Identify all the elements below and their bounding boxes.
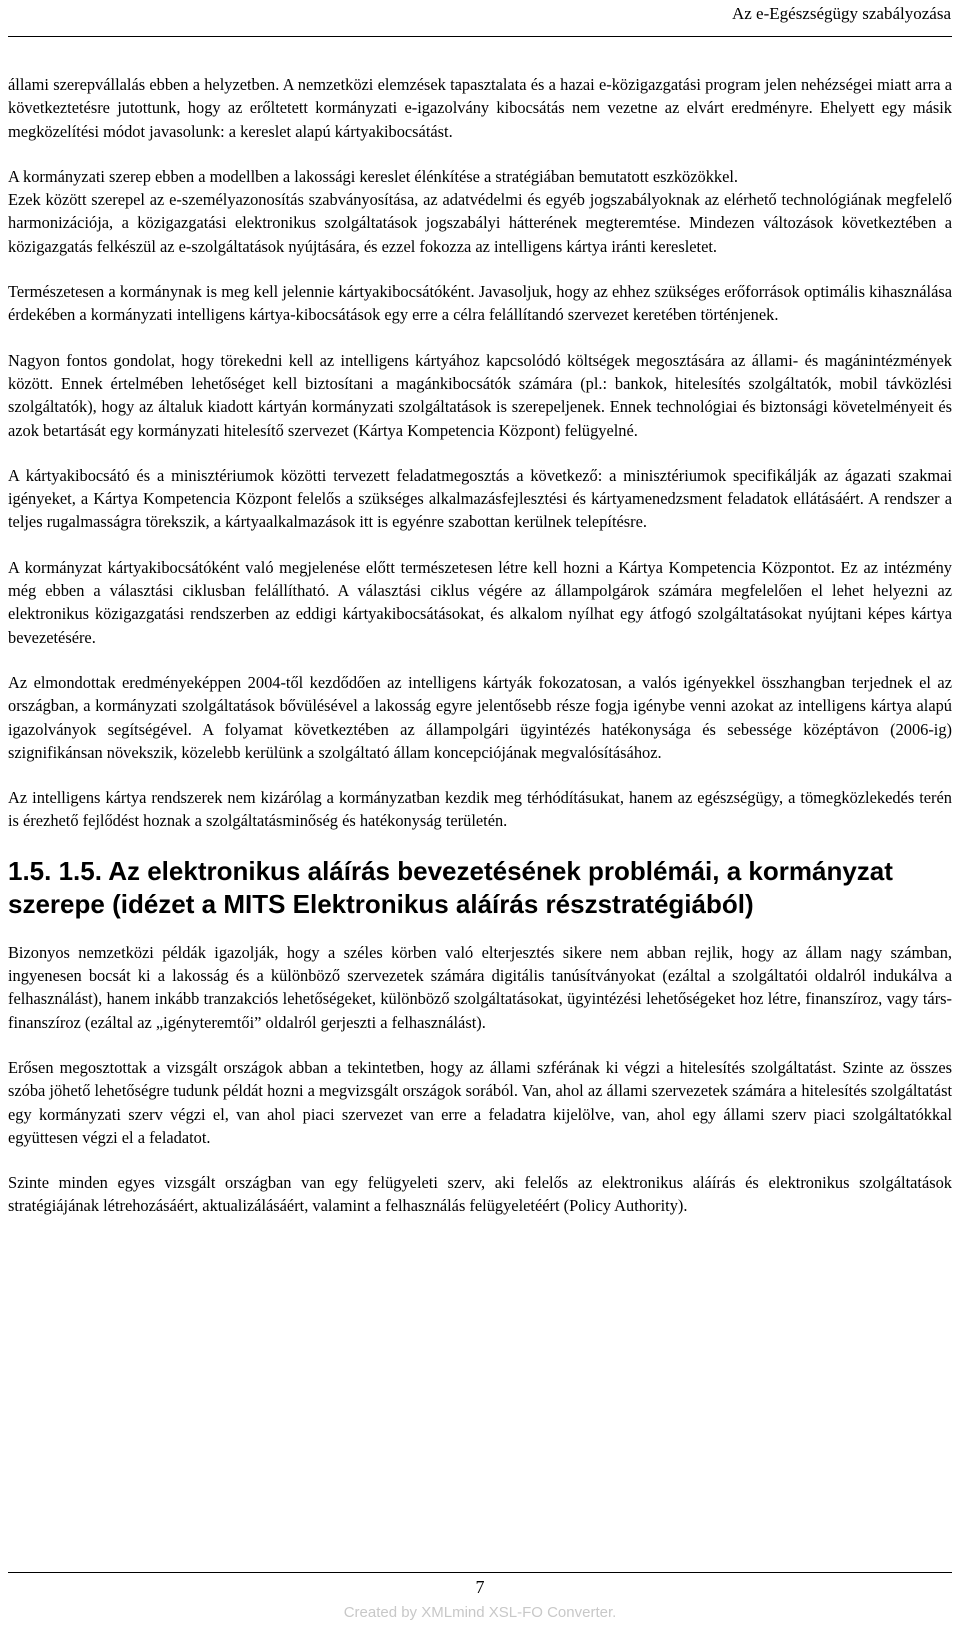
body-paragraph: Ezek között szerepel az e-személyazonosítás szabványosítása, az adatvédelmi és egyéb jogszabályoknak az elérhető technológiának megfelelő harmonizációja, a közigazgatási elektronikus szolgáltatások jogszabályi hátterének megteremtése. Mindezen változások következtében a közigazgatás felkészül az e-szolgáltatások nyújtására, és ezzel fokozza az intelligens kártya iránti keresletet. (8, 190, 952, 256)
section-heading: 1.5. 1.5. Az elektronikus aláírás bevezetésének problémái, a kormányzat szerepe (idézet a MITS Elektronikus aláírás részstratégiából) (8, 855, 893, 920)
body-paragraph: Erősen megosztottak a vizsgált országok abban a tekintetben, hogy az állami szférának ki végzi a hitelesítés szolgáltatást. Szinte az összes szóba jöhető lehetőségre tudunk példát hozni a megvizsgált országok sorából. Van, ahol az állami szervezetek számára a hitelesítés szolgáltatást egy kormányzati szerv végzi el, van ahol piaci szervezet van erre a feladatra kijelölve, van, ahol egy állami szerv piaci szolgáltatókkal együttesen végzi el a feladatot. (8, 1057, 952, 1147)
page-content (8, 73, 952, 1240)
body-paragraph: állami szerepvállalás ebben a helyzetben. A nemzetközi elemzések tapasztalata és a hazai e-közigazgatási program jelen nehézségei miatt arra a következtetésre jutottunk, hogy az erőltetett kormányzati e-igazolvány kibocsátás nem vezetne az elvárt eredményre. Ehelyett egy másik megközelítési módot javasolunk: a kereslet alapú kártyakibocsátást. (8, 75, 952, 141)
page-number: 7 (475, 1577, 485, 1597)
body-paragraph: A kormányzat kártyakibocsátóként való megjelenése előtt természetesen létre kell hozni a Kártya Kompetencia Központot. Ez az intézmény még ebben a választási ciklusban felállítható. A választási ciklus végére az állampolgárok számára megfelelően el lehet helyezni az elektronikus közigazgatási rendszerben az eddigi kártyakibocsátásokat, és alkalom nyílhat egy átfogó szolgáltatásokat nyújtani képes kártya bevezetésére. (8, 557, 952, 647)
body-paragraph: Bizonyos nemzetközi példák igazolják, hogy a széles körben való elterjesztés sikere nem abban rejlik, hogy az állam nagy számban, ingyenesen bocsát ki a lakosság és a különböző szervezetek számára digitális tanúsítványokat (ezáltal a szolgáltatói oldalról indukálva a felhasználást), hanem inkább tranzakciós lehetőségeket, különböző szolgáltatásokat, ügyintézési lehetőségeket hoz létre, finanszíroz, vagy társ-finanszíroz (ezáltal az „igényteremtői” oldalról gerjeszti a felhasználást). (8, 942, 952, 1032)
header-rule (8, 36, 952, 37)
body-paragraph: Szinte minden egyes vizsgált országban van egy felügyeleti szerv, aki felelős az elektronikus aláírás és elektronikus szolgáltatások stratégiájának létrehozásáért, aktualizálásáért, valamint a felhasználás felügyeletéért (Policy Authority). (8, 1173, 952, 1216)
body-paragraph: A kormányzati szerep ebben a modellben a lakossági kereslet élénkítése a stratégiában bemutatott eszközökkel. (8, 166, 739, 186)
footer-rule (8, 1572, 952, 1573)
body-paragraph: Természetesen a kormánynak is meg kell jelennie kártyakibocsátóként. Javasoljuk, hogy az ehhez szükséges erőforrások optimális kihasználása érdekében a kormányzati intelligens kártya-kibocsátások egy erre a célra felállítandó szervezet keretében történjenek. (8, 282, 952, 325)
running-header: Az e-Egészségügy szabályozása (731, 4, 951, 23)
body-paragraph: Az intelligens kártya rendszerek nem kizárólag a kormányzatban kezdik meg térhódításukat, hanem az egészségügy, a tömegközlekedés terén is érezhető fejlődést hoznak a szolgáltatásminőség és hatékonyság területén. (8, 788, 952, 831)
body-paragraph: Az elmondottak eredményeképpen 2004-től kezdődően az intelligens kártyák fokozatosan, a valós igényekkel összhangban terjednek el az országban, a kormányzati szolgáltatások bővülésével a lakosság egyre jelentősebb része fogja igénybe venni azokat az intelligens kártya alapú igazolványok segítségével. A folyamat következtében az állampolgári ügyintézés hatékonysága és sebessége középtávon (2006-ig) szignifikánsan növekszik, közelebb kerülünk a szolgáltató állam koncepciójának megvalósításához. (8, 672, 952, 762)
body-paragraph: Nagyon fontos gondolat, hogy törekedni kell az intelligens kártyához kapcsolódó költségek megosztására az állami- és magánintézmények között. Ennek értelmében lehetőséget kell biztosítani a magánkibocsátók számára (pl.: bankok, hitelesítés szolgáltatók, mobil távközlési szolgáltatók), hogy az általuk kiadott kártyán kormányzati szolgáltatások is szerepeljenek. Ennek technológiai és biztonsági követelményeit és azok betartását egy kormányzati hitelesítő szervezet (Kártya Kompetencia Központ) felügyelné. (8, 350, 952, 440)
body-paragraph: A kártyakibocsátó és a minisztériumok közötti tervezett feladatmegosztás a következő: a minisztériumok specifikálják az ágazati szakmai igényeket, a Kártya Kompetencia Központ felelős a szükséges alkalmazásfejlesztési és kártyamenedzsment feladatok ellátásáért. A rendszer a teljes rugalmasságra törekszik, a kártyaalkalmazások itt is egyénre szabottan kerülnek telepítésre. (8, 465, 952, 532)
converter-watermark: Created by XMLmind XSL-FO Converter. (343, 1604, 617, 1621)
